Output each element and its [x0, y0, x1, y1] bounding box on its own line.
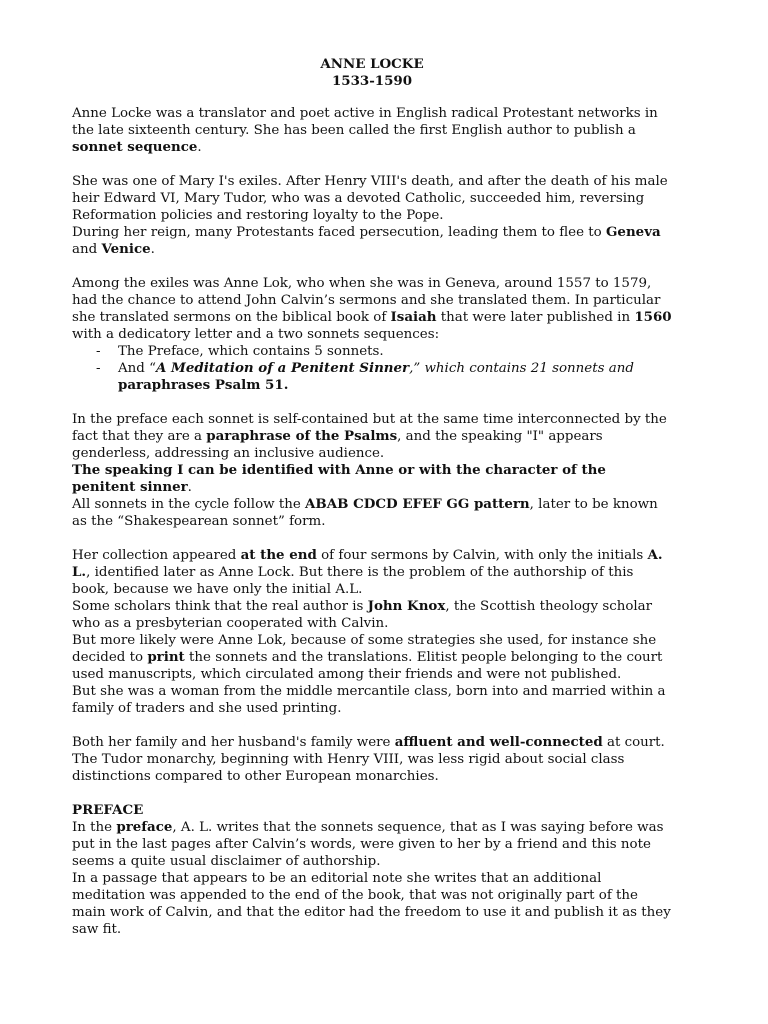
persecution-paragraph: During her reign, many Protestants faced persecution, leading them to flee to Geneva and Venice. [72, 224, 661, 257]
authorship-paragraph: Her collection appeared at the end of four sermons by Calvin, with only the initials A. L., identified later as Anne Lock. But there is the problem of the authorship of this book, because we have only the initial A.L. [72, 547, 663, 597]
speaking-i-paragraph: The speaking I can be identified with Anne or with the character of the penitent sinner. [72, 462, 606, 495]
sonnet-sequence-list [72, 343, 672, 394]
title-dates: 1533-1590 [331, 73, 413, 89]
knox-paragraph: Some scholars think that the real author is John Knox, the Scottish theology scholar who as a presbyterian cooperated with Calvin. [72, 598, 653, 631]
preface-sonnets-paragraph: In the preface each sonnet is self-contained but at the same time interconnected by the fact that they are a paraphrase of the Psalms, and the speaking "I" appears genderless, addressing an inclusive audience. [72, 412, 667, 461]
list-item: - The Preface, which contains 5 sonnets. [72, 343, 672, 360]
rhyme-scheme-paragraph: All sonnets in the cycle follow the ABAB CDCD EFEF GG pattern, later to be known as the “Shakespearean sonnet” form. [72, 496, 658, 529]
title-name: ANNE LOCKE [320, 56, 424, 72]
editorial-note-paragraph: In a passage that appears to be an editorial note she writes that an additional meditation was appended to the end of the book, that was not originally part of the main work of Calvin, and that the editor had the freedom to use it and publish it as they saw fit. [72, 871, 671, 937]
mercantile-paragraph: But she was a woman from the middle mercantile class, born into and married within a family of traders and she used printing. [72, 684, 666, 716]
document-title [72, 56, 672, 90]
exile-paragraph: She was one of Mary I's exiles. After Henry VIII's death, and after the death of his male heir Edward VI, Mary Tudor, who was a devoted Catholic, succeeded him, reversing Reformation policies and restoring loyalty to the Pope. [72, 174, 668, 223]
intro-paragraph: Anne Locke was a translator and poet active in English radical Protestant networks in the late sixteenth century. She has been called the first English author to publish a sonnet sequence. [72, 106, 658, 155]
list-item: - And “A Meditation of a Penitent Sinner,” which contains 21 sonnets and paraphrases Psalm 51. [72, 360, 672, 394]
preface-heading: PREFACE [72, 802, 144, 818]
geneva-paragraph: Among the exiles was Anne Lok, who when she was in Geneva, around 1557 to 1579, had the chance to attend John Calvin’s sermons and she translated them. In particular she translated sermons on the biblical book of Isaiah that were later published in 1560 with a dedicatory letter and a two sonnets sequences: [72, 276, 672, 342]
preface-paragraph: In the preface, A. L. writes that the sonnets sequence, that as I was saying before was put in the last pages after Calvin’s words, were given to her by a friend and this note seems a quite usual disclaimer of authorship. [72, 819, 664, 869]
family-paragraph: Both her family and her husband's family were affluent and well-connected at court. The Tudor monarchy, beginning with Henry VIII, was less rigid about social class distinctions compared to other European monarchies. [72, 734, 665, 784]
print-paragraph: But more likely were Anne Lok, because of some strategies she used, for instance she decided to print the sonnets and the translations. Elitist people belonging to the court used manuscripts, which circulated among their friends and were not published. [72, 633, 663, 682]
